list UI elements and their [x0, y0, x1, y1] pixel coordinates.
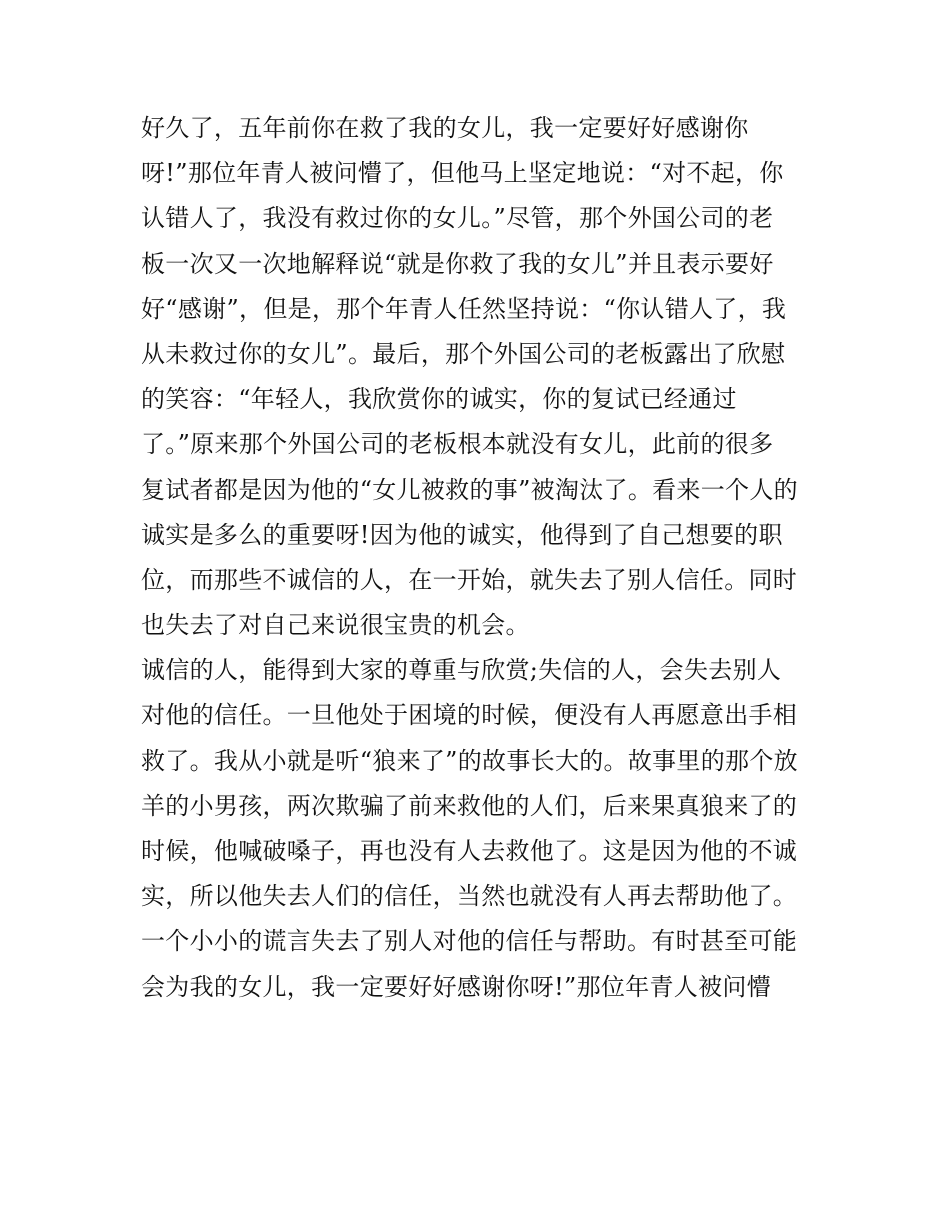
text-line: 好久了，五年前你在救了我的女儿，我一定要好好感谢你 — [141, 114, 749, 142]
text-line: 的笑容：“年轻人，我欣赏你的诚实，你的复试已经通过 — [141, 385, 737, 414]
text-line: 实，所以他失去人们的信任，当然也就没有人再去帮助他了。 — [141, 882, 798, 911]
text-line: 复试者都是因为他的“女儿被救的事”被淘汰了。看来一个人的 — [141, 475, 798, 504]
text-line: 好“感谢”，但是，那个年青人任然坚持说：“你认错人了，我 — [141, 294, 787, 323]
text-line: 了。”原来那个外国公司的老板根本就没有女儿，此前的很多 — [141, 430, 774, 459]
text-line: 救了。我从小就是听“狼来了”的故事长大的。故事里的那个放 — [141, 746, 798, 775]
text-line: 会为我的女儿，我一定要好好感谢你呀!”那位年青人被问懵 — [141, 972, 772, 1001]
text-line: 从未救过你的女儿”。最后，那个外国公司的老板露出了欣慰 — [141, 339, 786, 368]
text-line: 诚实是多么的重要呀!因为他的诚实，他得到了自己想要的职 — [141, 520, 783, 549]
text-line: 呀!”那位年青人被问懵了，但他马上坚定地说：“对不起，你 — [141, 159, 784, 188]
text-line: 一个小小的谎言失去了别人对他的信任与帮助。有时甚至可能 — [141, 927, 798, 956]
text-line: 羊的小男孩，两次欺骗了前来救他的人们，后来果真狼来了的 — [141, 791, 798, 820]
text-line: 对他的信任。一旦他处于困境的时候，便没有人再愿意出手相 — [141, 701, 798, 730]
text-line: 认错人了，我没有救过你的女儿。”尽管，那个外国公司的老 — [141, 204, 774, 233]
text-line: 时候，他喊破嗓子，再也没有人去救他了。这是因为他的不诚 — [141, 837, 798, 865]
text-line: 位，而那些不诚信的人，在一开始，就失去了别人信任。同时 — [141, 565, 798, 594]
text-line: 板一次又一次地解释说“就是你救了我的女儿”并且表示要好 — [141, 249, 774, 278]
text-line: 也失去了对自己来说很宝贵的机会。 — [141, 611, 530, 640]
text-line: 诚信的人，能得到大家的尊重与欣赏;失信的人，会失去别人 — [141, 656, 782, 685]
body-text — [141, 106, 821, 1010]
